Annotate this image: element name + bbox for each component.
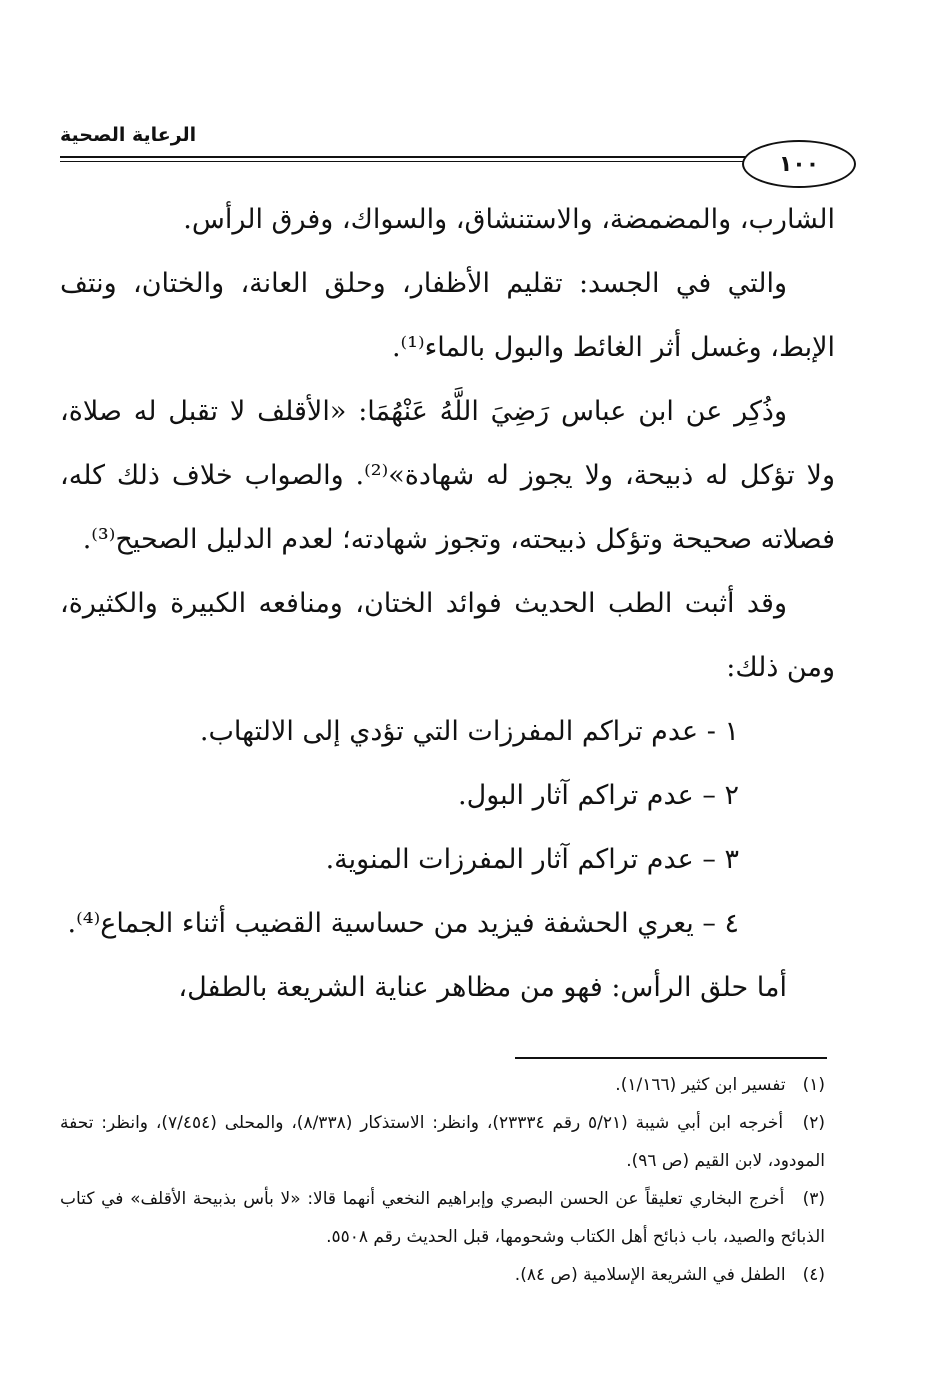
footnote-text: تفسير ابن كثير (١/١٦٦). — [615, 1075, 786, 1095]
footnote-text: أخرجه ابن أبي شيبة (٥/٢١ رقم ٢٣٣٣٤)، وانظر: الاستذكار (٨/٣٣٨)، والمحلى (٧/٤٥٤)، وانظر: تحفة المودود، لابن القيم (ص ٩٦). — [60, 1113, 825, 1171]
list-text: عدم تراكم آثار البول. — [458, 780, 694, 811]
footnote-separator — [515, 1057, 827, 1059]
list-item — [60, 892, 835, 956]
footnote-number: (٢) — [802, 1113, 825, 1133]
footnote — [60, 1104, 825, 1180]
list-item — [60, 764, 835, 828]
paragraph-5: أما حلق الرأس: فهو من مظاهر عناية الشريعة بالطفل، — [178, 972, 787, 1003]
header-rule — [60, 156, 750, 158]
running-title: الرعاية الصحية — [60, 124, 197, 146]
footnote-number: (١) — [802, 1075, 825, 1095]
page-number-frame — [742, 140, 856, 188]
list-text: يعري الحشفة فيزيد من حساسية القضيب أثناء الجماع⁽⁴⁾. — [67, 908, 694, 939]
paragraph-4: وقد أثبت الطب الحديث فوائد الختان، ومنافعه الكبيرة والكثيرة، ومن ذلك: — [60, 588, 835, 683]
list-text: عدم تراكم آثار المفرزات المنوية. — [325, 844, 694, 875]
main-text — [60, 188, 835, 1020]
footnote-text: الطفل في الشريعة الإسلامية (ص ٨٤). — [514, 1265, 786, 1285]
paragraph-2: والتي في الجسد: تقليم الأظفار، وحلق العانة، والختان، ونتف الإبط، وغسل أثر الغائط والبول بالماء⁽¹⁾. — [60, 268, 835, 363]
list-number: ٣ – — [702, 844, 739, 875]
footnote — [60, 1066, 825, 1104]
list-item — [60, 828, 835, 892]
paragraph-3: وذُكِر عن ابن عباس رَضِيَ اللَّهُ عَنْهُمَا: «الأقلف لا تقبل له صلاة، ولا تؤكل له ذبيحة، ولا يجوز له شهادة»⁽²⁾. والصواب خلاف ذلك كله، فصلاته صحيحة وتؤكل ذبيحته، وتجوز شهادته؛ لعدم الدليل الصحيح⁽³⁾. — [60, 396, 835, 555]
list-number: ٤ – — [702, 908, 739, 939]
list-number: ٢ – — [702, 780, 739, 811]
list-item — [60, 700, 835, 764]
page-number: ١٠٠ — [778, 151, 820, 177]
footnote-text: أخرج البخاري تعليقاً عن الحسن البصري وإبراهيم النخعي أنهما قالا: «لا بأس بذبيحة الأقلف» في كتاب الذبائح والصيد، باب ذبائح أهل الكتاب وشحومها، قبل الحديث رقم ٥٥٠٨. — [60, 1189, 825, 1247]
list-number: ١ - — [706, 716, 739, 747]
footnote-number: (٤) — [802, 1265, 825, 1285]
footnotes — [60, 1066, 825, 1294]
footnote — [60, 1180, 825, 1256]
footnote-number: (٣) — [802, 1189, 825, 1209]
list-text: عدم تراكم المفرزات التي تؤدي إلى الالتهاب. — [199, 716, 699, 747]
footnote — [60, 1256, 825, 1294]
paragraph-1: الشارب، والمضمضة، والاستنشاق، والسواك، وفرق الرأس. — [183, 204, 835, 235]
header-rule-thin — [60, 161, 750, 162]
